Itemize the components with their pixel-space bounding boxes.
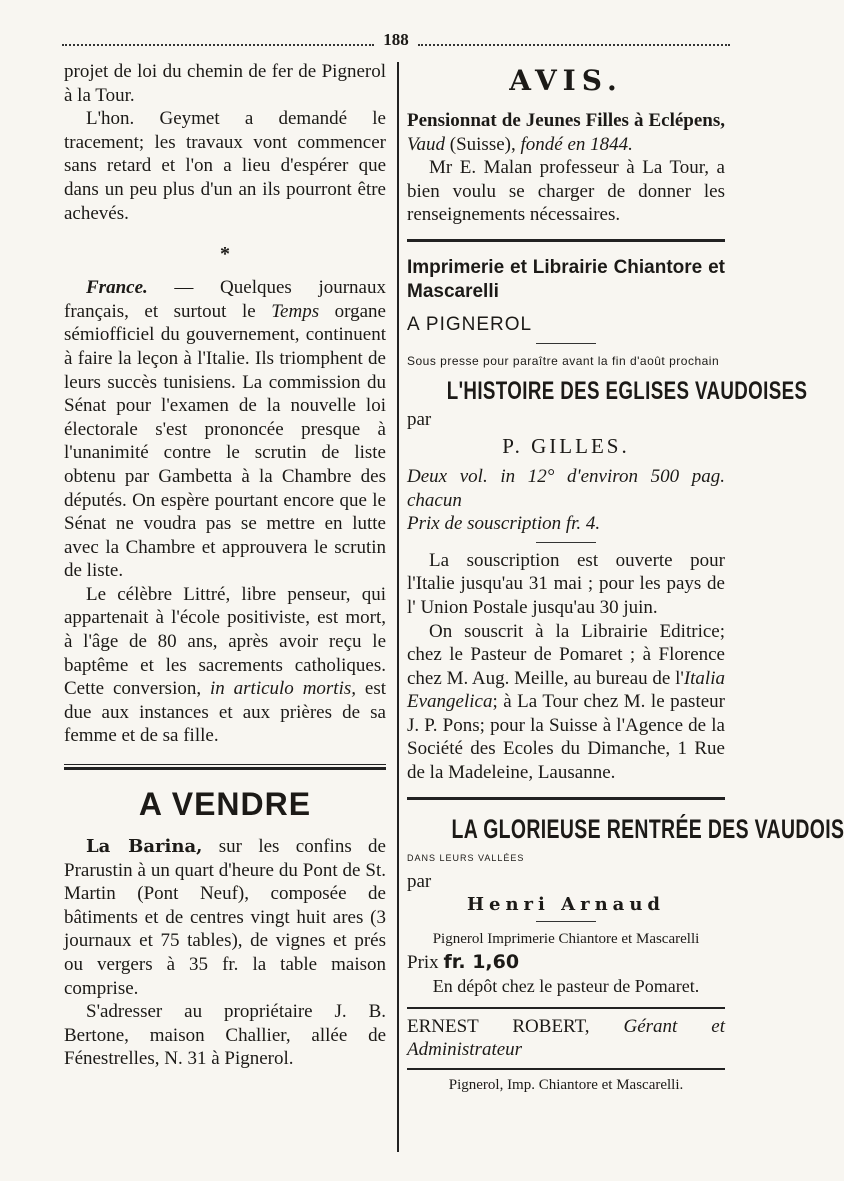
- france-label: France.: [86, 277, 148, 299]
- a-pignerol-line: A PIGNEROL: [407, 314, 533, 336]
- page-header: [62, 30, 730, 54]
- gilles-author: P. GILLES.: [502, 433, 630, 458]
- arnaud-author: Henri Arnaud: [466, 893, 665, 915]
- sous-presse-line: Sous presse pour paraître avant la fin d'août prochain: [407, 353, 720, 368]
- imprimerie-line: Imprimerie et Librairie Chiantore et Mascarelli: [407, 256, 725, 302]
- dans-leurs-vallees: DANS LEURS VALLÉES: [407, 852, 525, 863]
- depot-line: En dépôt chez le pasteur de Pomaret.: [432, 976, 700, 997]
- prix-value: fr. 1,60: [443, 951, 520, 974]
- on-souscrit-paragraph: On souscrit à la Librairie Editrice; chez le Pasteur de Pomaret ; à Florence chez M. Aug. Meille, au bureau de l'Italia Evangelica; à La Tour chez M. le pasteur J. P. Pons; pour la Suisse à l'Agence de la Société des Ecoles du Dimanche, 1 Rue de la Madeleine, Lausanne.: [407, 620, 725, 784]
- header-ornament-right: [418, 44, 730, 46]
- a-vendre-title: A VENDRE: [138, 786, 312, 823]
- souscription-paragraph: La souscription est ouverte pour l'Italie jusqu'au 31 mai ; pour les pays de l' Union Postale jusqu'au 30 juin.: [407, 549, 725, 618]
- short-rule: [536, 921, 596, 922]
- barina-paragraph: La Barina, sur les confins de Prarustin à un quart d'heure du Pont de St. Martin (Pont Neuf), composée de bâtiments et de centres vingt huit ares (3 journaux et 75 tables), de vignes et prés ou vergers à 35 fr. la table maison comprise.: [64, 836, 386, 999]
- section-rule: [64, 764, 386, 770]
- section-rule: [407, 1007, 725, 1009]
- prix-souscription-line: Prix de souscription fr. 4.: [407, 513, 601, 535]
- histoire-title: L'HISTOIRE DES EGLISES VAUDOISES: [446, 377, 808, 406]
- header-ornament-left: [62, 44, 374, 46]
- section-rule: [407, 797, 725, 800]
- gerant-line: ERNEST ROBERT, Gérant et Administrateur: [407, 1015, 725, 1061]
- france-paragraph: France. — Quelques journaux français, et surtout le Temps organe sémiofficiel du gouvernement, continuent à faire la leçon à l'Italie. Ils triomphent de leurs succès tunisiens. La commission du Sénat pour l'examen de la nouvelle loi électorale s'est prononcée presque à l'unanimité contre le scrutin de liste obtenu par Gambetta à la Chambre des députés. On espère pourtant encore que le Sénat ne voudra pas se mettre en lutte avec la Chambre et approuvera le scrutin de liste.: [64, 277, 386, 582]
- malan-paragraph: Mr E. Malan professeur à La Tour, a bien voulu se charger de donner les renseignements nécessaires.: [407, 157, 725, 226]
- par-label: par: [407, 409, 432, 431]
- deux-vol-line: Deux vol. in 12° d'environ 500 pag. chacun: [407, 465, 725, 511]
- short-rule: [536, 343, 596, 344]
- littre-paragraph: Le célèbre Littré, libre penseur, qui appartenait à l'école positiviste, est mort, à l'âge de 80 ans, après avoir reçu le baptême et les sacrements catholiques. Cette conversion, in articulo mortis, est due aux instances et aux prières de sa femme et de sa fille.: [64, 583, 387, 747]
- right-column: [407, 60, 844, 1097]
- page-number: 188: [383, 30, 409, 49]
- section-asterisk: *: [220, 243, 230, 266]
- section-rule: [407, 239, 725, 242]
- barina-label: La Barina,: [86, 836, 203, 858]
- left-column: [64, 60, 386, 1071]
- pignerol-imprimerie-line: Pignerol Imprimerie Chiantore et Mascarelli: [432, 930, 700, 947]
- temps-newspaper: Temps: [271, 300, 320, 322]
- prix-line: Prix fr. 1,60: [407, 951, 520, 974]
- par-label: par: [407, 871, 432, 893]
- footer-imprint: Pignerol, Imp. Chiantore et Mascarelli.: [448, 1076, 684, 1093]
- geymet-paragraph: L'hon. Geymet a demandé le tracement; les travaux vont commencer sans retard et l'on a lieu d'espérer que dans un peu plus d'un an ils pourront être achevés.: [64, 108, 386, 224]
- pensionnat-paragraph: Pensionnat de Jeunes Filles à Eclépens, Vaud (Suisse), fondé en 1844.: [407, 110, 725, 155]
- short-rule: [536, 542, 596, 543]
- glorieuse-title: LA GLORIEUSE RENTRÉE DES VAUDOIS: [451, 813, 844, 844]
- column-divider: [397, 62, 399, 1152]
- chemin-de-fer-paragraph: projet de loi du chemin de fer de Pignerol à la Tour.: [64, 61, 386, 106]
- avis-title: AVIS.: [509, 64, 623, 97]
- section-rule: [407, 1068, 725, 1070]
- contact-paragraph: S'adresser au propriétaire J. B. Bertone, maison Challier, allée de Fénestrelles, N. 31 à Pignerol.: [64, 1001, 386, 1070]
